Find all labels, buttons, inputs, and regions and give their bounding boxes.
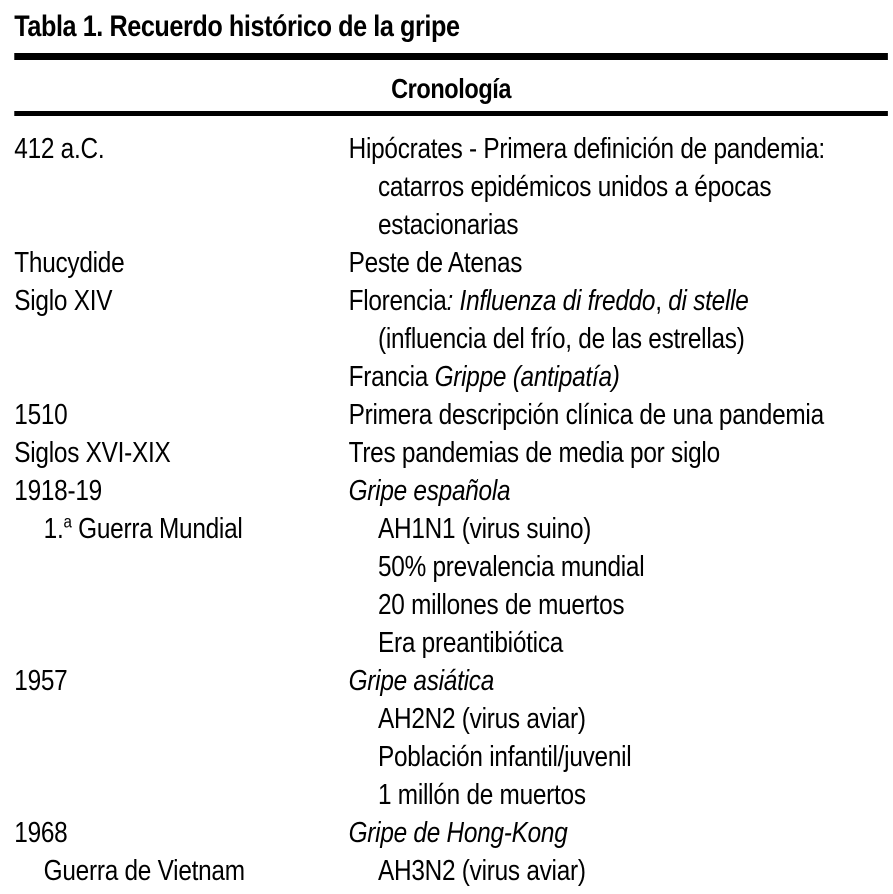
- text-segment: Francia: [348, 361, 435, 393]
- table-body: [14, 116, 893, 890]
- chronology-period-cell: [14, 282, 348, 320]
- table-row: [14, 130, 893, 168]
- chronology-period-cell: [14, 776, 348, 814]
- table-row: [14, 244, 893, 282]
- text-segment: di stelle: [668, 285, 749, 317]
- chronology-event-cell: [349, 168, 893, 206]
- chronology-period-cell: [14, 358, 348, 396]
- chronology-event-cell: [349, 852, 893, 890]
- text-segment: (influencia del frío, de las estrellas): [378, 323, 745, 355]
- text-segment: AH2N2 (virus aviar): [378, 703, 586, 735]
- chronology-event-cell: [349, 434, 893, 472]
- chronology-event-cell: [349, 130, 893, 168]
- table-row: [14, 396, 893, 434]
- table-row: [14, 434, 893, 472]
- table-row: [14, 662, 893, 700]
- chronology-event-cell: [349, 358, 893, 396]
- text-segment: 50% prevalencia mundial: [378, 551, 645, 583]
- chronology-event-cell: [349, 738, 893, 776]
- table-row: [14, 814, 893, 852]
- text-segment: AH3N2 (virus aviar): [378, 855, 586, 887]
- chronology-period-cell: [14, 472, 348, 510]
- chronology-period-cell: [14, 738, 348, 776]
- text-segment: Era preantibiótica: [378, 627, 564, 659]
- text-segment: Hipócrates - Primera definición de pandemia:: [348, 133, 825, 165]
- table-row: [14, 700, 893, 738]
- table-row: [14, 358, 893, 396]
- chronology-event-cell: [349, 282, 893, 320]
- text-segment: AH1N1 (virus suino): [378, 513, 592, 545]
- text-segment: Peste de Atenas: [348, 247, 523, 279]
- chronology-period-cell: [14, 320, 348, 358]
- chronology-event-cell: [349, 814, 893, 852]
- chronology-period-cell: [14, 434, 348, 472]
- chronology-period-cell: [14, 586, 348, 624]
- text-segment: Siglos XVI-XIX: [14, 437, 171, 469]
- chronology-event-cell: [349, 662, 893, 700]
- text-segment: 1957: [14, 665, 68, 697]
- table-row: [14, 472, 893, 510]
- text-segment: catarros epidémicos unidos a épocas: [378, 171, 772, 203]
- chronology-event-cell: [349, 510, 893, 548]
- chronology-period-cell: [14, 662, 348, 700]
- text-segment: 1 millón de muertos: [378, 779, 586, 811]
- table-row: [14, 776, 893, 814]
- text-segment: Thucydide: [14, 247, 125, 279]
- table-row: [14, 738, 893, 776]
- text-segment: 20 millones de muertos: [378, 589, 625, 621]
- chronology-event-cell: [349, 206, 893, 244]
- chronology-period-cell: [14, 206, 348, 244]
- table-row: [14, 586, 893, 624]
- text-segment: Población infantil/juvenil: [378, 741, 632, 773]
- text-segment: Guerra de Vietnam: [43, 855, 245, 887]
- text-segment: 1918-19: [14, 475, 102, 507]
- chronology-period-cell: [14, 700, 348, 738]
- table-row: [14, 320, 893, 358]
- chronology-period-cell: [14, 624, 348, 662]
- top-rule: [14, 53, 888, 60]
- text-segment: Gripe asiática: [348, 665, 495, 697]
- chronology-event-cell: [349, 244, 893, 282]
- column-header-cronologia: Cronología: [391, 73, 512, 104]
- table-row: [14, 282, 893, 320]
- chronology-period-cell: [14, 852, 348, 890]
- table-title: Tabla 1. Recuerdo histórico de la gripe: [14, 10, 460, 43]
- text-segment: estacionarias: [378, 209, 519, 241]
- chronology-period-cell: [14, 814, 348, 852]
- chronology-period-cell: [14, 130, 348, 168]
- text-segment: Florencia: [348, 285, 447, 317]
- table-row: [14, 852, 893, 890]
- text-segment: 1968: [14, 817, 68, 849]
- table-row: [14, 510, 893, 548]
- text-segment: 1.: [43, 513, 64, 545]
- text-segment: : Influenza di freddo: [446, 285, 656, 317]
- table-row: [14, 168, 893, 206]
- text-segment: ,: [655, 285, 669, 317]
- text-segment: Gripe española: [348, 475, 511, 507]
- chronology-event-cell: [349, 700, 893, 738]
- chronology-event-cell: [349, 396, 893, 434]
- chronology-period-cell: [14, 396, 348, 434]
- chronology-event-cell: [349, 548, 893, 586]
- chronology-period-cell: [14, 548, 348, 586]
- text-segment: Guerra Mundial: [71, 513, 243, 545]
- chronology-event-cell: [349, 586, 893, 624]
- chronology-period-cell: [14, 510, 348, 548]
- chronology-period-cell: [14, 244, 348, 282]
- table-row: [14, 624, 893, 662]
- chronology-period-cell: [14, 168, 348, 206]
- table-row: [14, 206, 893, 244]
- text-segment: Siglo XIV: [14, 285, 113, 317]
- chronology-event-cell: [349, 472, 893, 510]
- table-row: [14, 548, 893, 586]
- chronology-event-cell: [349, 624, 893, 662]
- text-segment: Primera descripción clínica de una pandemia: [348, 399, 824, 431]
- text-segment: 412 a.C.: [14, 133, 105, 165]
- text-segment: Grippe (antipatía): [434, 361, 620, 393]
- text-segment: 1510: [14, 399, 68, 431]
- text-segment: Gripe de Hong-Kong: [348, 817, 568, 849]
- text-segment: Tres pandemias de media por siglo: [348, 437, 720, 469]
- chronology-event-cell: [349, 776, 893, 814]
- text-segment: a: [63, 511, 72, 532]
- chronology-event-cell: [349, 320, 893, 358]
